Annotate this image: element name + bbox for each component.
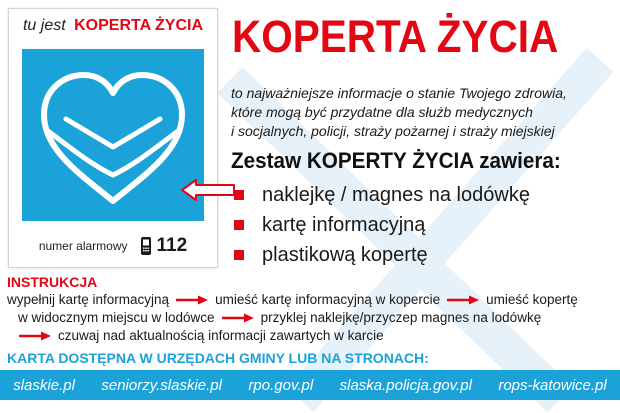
availability-heading: KARTA DOSTĘPNA W URZĘDACH GMINY LUB NA STRONACH: (7, 350, 429, 366)
red-arrow-icon (18, 331, 52, 341)
subtitle-line: to najważniejsze informacje o stanie Twojego zdrowia, (231, 85, 567, 101)
envelope-heart-icon (22, 49, 204, 221)
square-bullet-icon (234, 250, 244, 260)
kit-list-item (234, 240, 530, 270)
kit-item-label: naklejkę / magnes na lodówkę (262, 183, 530, 206)
page-subtitle (231, 84, 619, 141)
links-bar (0, 370, 620, 400)
alarm-number-value: 112 (156, 235, 188, 256)
kit-list-item (234, 210, 530, 240)
sticker-lead-text: tu jest (22, 17, 66, 34)
kit-item-label: plastikową kopertę (262, 243, 428, 266)
subtitle-line: które mogą być przydatne dla służb medycznych (231, 104, 533, 120)
sticker-alarm-row (9, 229, 217, 263)
instruction-step: w widocznym miejscu w lodówce (18, 310, 215, 325)
kit-list (234, 180, 530, 270)
page-title: KOPERTA ŻYCIA (232, 11, 559, 62)
square-bullet-icon (234, 220, 244, 230)
pointer-arrow-icon (180, 178, 236, 202)
instructions-line (7, 327, 619, 345)
red-arrow-icon (446, 295, 480, 305)
website-link[interactable]: seniorzy.slaskie.pl (101, 376, 222, 394)
kit-list-item (234, 180, 530, 210)
instructions-steps (7, 291, 619, 345)
instructions-line (7, 309, 619, 327)
sticker-heart-panel (22, 49, 204, 221)
instructions-line (7, 291, 619, 309)
red-arrow-icon (175, 295, 209, 305)
subtitle-line: i socjalnych, policji, straży pożarnej i straży miejskiej (231, 123, 555, 139)
instruction-step: umieść kartę informacyjną w kopercie (215, 292, 441, 307)
website-link[interactable]: rops-katowice.pl (498, 376, 607, 394)
website-link[interactable]: rpo.gov.pl (248, 376, 314, 394)
sticker-header (9, 17, 217, 35)
instruction-step: przyklej naklejkę/przyczep magnes na lodówkę (260, 310, 542, 325)
red-arrow-icon (221, 313, 255, 323)
website-link[interactable]: slaska.policja.gov.pl (339, 376, 472, 394)
website-link[interactable]: slaskie.pl (13, 376, 75, 394)
mobile-phone-icon (140, 236, 152, 256)
instruction-step: umieść kopertę (486, 292, 578, 307)
alarm-number-label: numer alarmowy (38, 239, 128, 253)
instruction-step: wypełnij kartę informacyjną (7, 292, 170, 307)
kit-item-label: kartę informacyjną (262, 213, 426, 236)
sticker-preview (8, 8, 218, 268)
instructions-heading: INSTRUKCJA (7, 274, 98, 290)
sticker-brand-text: KOPERTA ŻYCIA (74, 17, 204, 34)
kit-heading: Zestaw KOPERTY ŻYCIA zawiera: (231, 148, 561, 173)
instruction-step: czuwaj nad aktualnością informacji zawartych w karcie (58, 328, 384, 343)
